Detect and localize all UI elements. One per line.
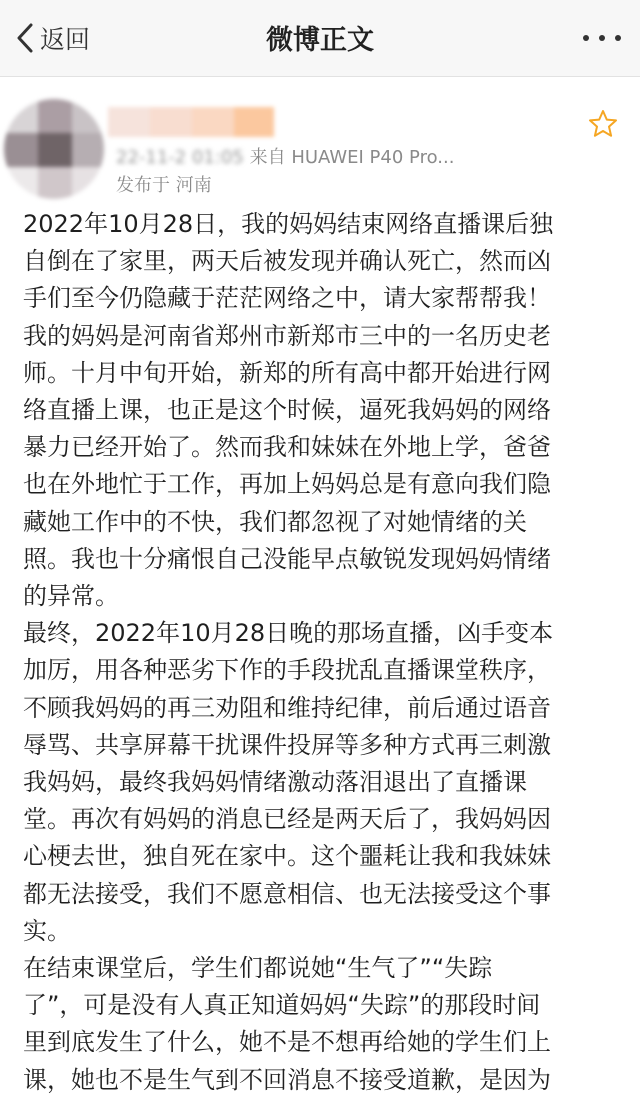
- post-text-line: 都无法接受，我们不愿意相信、也无法接受这个事: [23, 879, 551, 908]
- post-text-line: 辱骂、共享屏幕干扰课件投屏等多种方式再三刺激: [23, 730, 551, 759]
- post-text-line: 不顾我妈妈的再三劝阻和维持纪律，前后通过语音: [23, 693, 551, 722]
- post-text-line: 心梗去世，独自死在家中。这个噩耗让我和我妹妹: [23, 842, 551, 871]
- post-text-line: 在结束课堂后，学生们都说她“生气了”“失踪: [23, 954, 493, 983]
- post-text-line: 络直播上课，也正是这个时候，逼死我妈妈的网络: [23, 396, 551, 425]
- post-text-line: 2022年10月28日，我的妈妈结束网络直播课后独: [23, 210, 554, 238]
- star-outline-icon[interactable]: [588, 109, 618, 139]
- post-source: 来自 HUAWEI P40 Pro...: [249, 147, 455, 168]
- page-title: 微博正文: [266, 25, 374, 56]
- post-text-line: 暴力已经开始了。然而我和妹妹在外地上学，爸爸: [23, 433, 551, 462]
- post-text-line: 也在外地忙于工作，再加上妈妈总是有意向我们隐: [23, 470, 551, 499]
- post-text-line: 自倒在了家里，两天后被发现并确认死亡，然而凶: [23, 247, 551, 276]
- post-text-line: 我妈妈，最终我妈妈情绪激动落泪退出了直播课: [23, 768, 527, 797]
- username-obscured[interactable]: [108, 107, 274, 137]
- post-time: 22-11-2 01:05: [116, 147, 244, 168]
- post-text-line: 里到底发生了什么，她不是不想再给她的学生们上: [23, 1028, 551, 1057]
- post-text-line: 实。: [23, 916, 71, 945]
- avatar[interactable]: [4, 99, 104, 199]
- post-text-line: 堂。再次有妈妈的消息已经是两天后了，我妈妈因: [23, 805, 551, 834]
- post-text-line: 最终，2022年10月28日晚的那场直播，凶手变本: [23, 619, 554, 648]
- post-text-line: 的异常。: [23, 582, 119, 611]
- post-text-line: 照。我也十分痛恨自己没能早点敏锐发现妈妈情绪: [23, 544, 551, 573]
- more-dots-icon[interactable]: [578, 24, 626, 52]
- post-text-line: 藏她工作中的不快，我们都忽视了对她情绪的关: [23, 507, 527, 536]
- post-location: 发布于 河南: [116, 175, 212, 196]
- post-text-line: 加厉，用各种恶劣下作的手段扰乱直播课堂秩序，: [23, 656, 551, 685]
- post-text-line: 了”，可是没有人真正知道妈妈“失踪”的那段时间: [23, 991, 541, 1020]
- post-header: [0, 77, 640, 195]
- post-content: [23, 206, 623, 1099]
- post-text-line: 师。十月中旬开始，新郑的所有高中都开始进行网: [23, 358, 551, 387]
- back-label: 返回: [40, 25, 91, 54]
- post-text-line: 我的妈妈是河南省郑州市新郑市三中的一名历史老: [23, 321, 551, 350]
- navigation-bar: [0, 0, 640, 77]
- post-text-line: 课，她也不是生气到不回消息不接受道歉，是因为: [23, 1065, 551, 1094]
- post-text-line: 手们至今仍隐藏于茫茫网络之中，请大家帮帮我！: [23, 284, 551, 313]
- post-meta: [116, 143, 454, 169]
